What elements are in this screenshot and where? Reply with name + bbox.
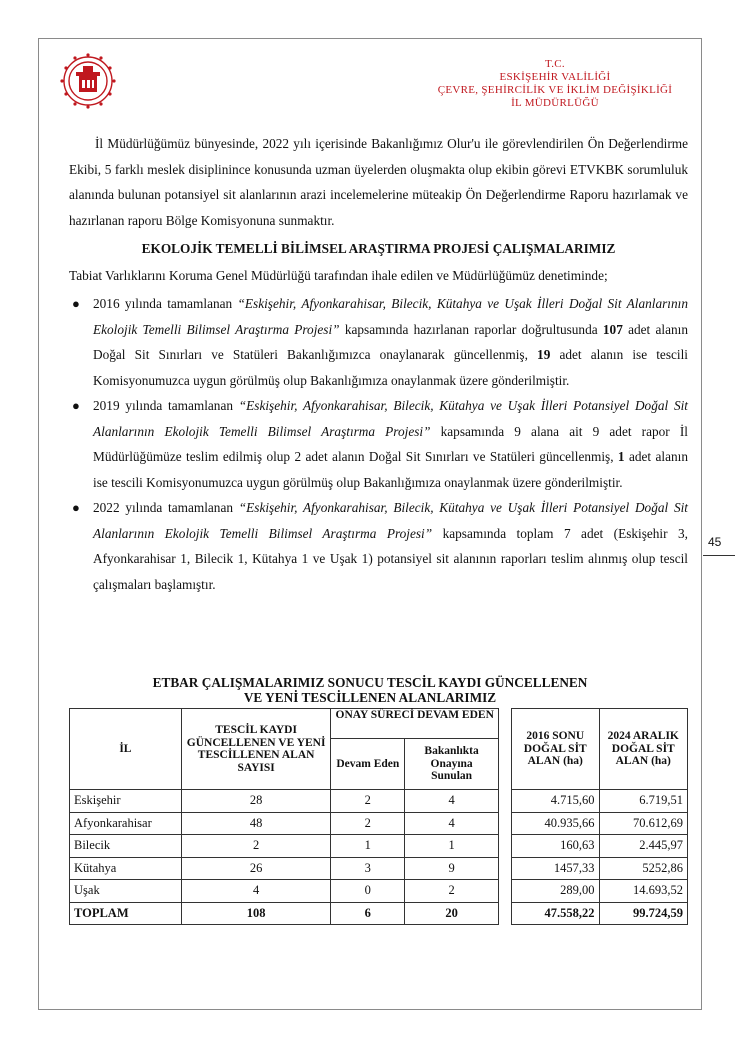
ministry-emblem-logo [55,48,121,114]
list-item: ● 2016 yılında tamamlanan “Eskişehir, Afyonkarahisar, Bilecik, Kütahya ve Uşak İlleri Doğal Sit Alanlarının Ekolojik Temelli Bilimsel Araştırma Projesi” kapsamında hazırlanan raporlar doğrultusunda 107 adet alanın Doğal Sit Sınırları ve Statüleri Bakanlığımızca onaylanarak güncellenmiş, 19 adet alanın ise tescili Komisyonumuzca uygun görülmüş olup Bakanlığımıza onaylanmak üzere gönderilmiştir. [69,291,688,393]
table-row: Eskişehir 28 2 4 [70,790,499,813]
table-total-row: TOPLAM 108 6 20 [70,902,499,925]
header-2024: 2024 ARALIK DOĞAL SİT ALAN (ha) [599,709,688,790]
area-table [511,708,688,925]
table-row: Afyonkarahisar 48 2 4 [70,812,499,835]
page-number-rule [703,555,735,556]
header-onay: ONAY SÜRECİ DEVAM EDEN [331,709,499,739]
table-row: 160,63 2.445,97 [512,835,688,858]
institution-header [420,58,690,110]
table-title-line-2: VE YENİ TESCİLLENEN ALANLARIMIZ [243,690,497,705]
header-devam: Devam Eden [331,738,405,789]
table-title-line-1: ETBAR ÇALIŞMALARIMIZ SONUCU TESCİL KAYDI GÜNCELLENEN [152,675,588,690]
bullet-icon: ● [72,500,80,515]
table-row: 1457,33 5252,86 [512,857,688,880]
bullet-icon: ● [72,296,80,311]
table-row: 289,00 14.693,52 [512,880,688,903]
table-row: Kütahya 26 3 9 [70,857,499,880]
bullet-list [69,291,688,597]
bullet-icon: ● [72,398,80,413]
table-row: Bilecik 2 1 1 [70,835,499,858]
page-number: 45 [708,535,722,549]
header-bakanlik: Bakanlıkta Onayına Sunulan [405,738,499,789]
section-title: EKOLOJİK TEMELLİ BİLİMSEL ARAŞTIRMA PROJESİ ÇALIŞMALARIMIZ [141,241,616,256]
header-line-3: ÇEVRE, ŞEHİRCİLİK VE İKLİM DEĞİŞİKLİĞİ [437,84,673,96]
header-line-2: ESKİŞEHİR VALİLİĞİ [499,71,611,83]
table-row: 4.715,60 6.719,51 [512,790,688,813]
registration-table [69,708,499,925]
header-line-4: İL MÜDÜRLÜĞÜ [511,97,599,109]
paragraph-intro: İl Müdürlüğümüz bünyesinde, 2022 yılı içerisinde Bakanlığımız Olur'u ile görevlendirilen Ön Değerlendirme Ekibi, 5 farklı meslek disiplinince konusunda uzman üyelerden oluşmakta olup ekibin görevi ETVKBK sorumluluk alanında bulunan potansiyel sit alanlarının arazi incelemelerine müteakip Ön Değerlendirme Raporu hazırlamak ve hazırlanan raporu Bölge Komisyonuna sunmaktır. [69,136,688,228]
list-item: ● 2022 yılında tamamlanan “Eskişehir, Afyonkarahisar, Bilecik, Kütahya ve Uşak İlleri Potansiyel Doğal Sit Alanlarının Ekolojik Temelli Bilimsel Araştırma Projesi” kapsamında toplam 7 adet (Eskişehir 3, Afyonkarahisar 1, Bilecik 1, Kütahya 1 ve Uşak 1) potansiyel sit alanının raporları teslim alınmış olup tescil çalışmaları başlamıştır. [69,495,688,597]
header-line-1: T.C. [545,58,565,70]
intro-sentence: Tabiat Varlıklarını Koruma Genel Müdürlüğü tarafından ihale edilen ve Müdürlüğümüz denetiminde; [69,268,608,283]
header-tescil: TESCİL KAYDI GÜNCELLENEN VE YENİ TESCİLLENEN ALAN SAYISI [181,709,331,790]
table-row: 40.935,66 70.612,69 [512,812,688,835]
header-il: İL [70,709,182,790]
table-title [100,675,640,705]
list-item: ● 2019 yılında tamamlanan “Eskişehir, Afyonkarahisar, Bilecik, Kütahya ve Uşak İlleri Potansiyel Doğal Sit Alanlarının Ekolojik Temelli Bilimsel Araştırma Projesi” kapsamında 9 alana ait 9 adet rapor İl Müdürlüğümüze teslim edilmiş olup 2 adet alanın Doğal Sit Sınırları ve Statüleri güncellenmiş, 1 adet alanın ise tescili Komisyonumuzca uygun görülmüş olup Bakanlığımıza onaylanmak üzere gönderilmiştir. [69,393,688,495]
header-2016: 2016 SONU DOĞAL SİT ALAN (ha) [512,709,600,790]
table-total-row: 47.558,22 99.724,59 [512,902,688,925]
table-row: Uşak 4 0 2 [70,880,499,903]
